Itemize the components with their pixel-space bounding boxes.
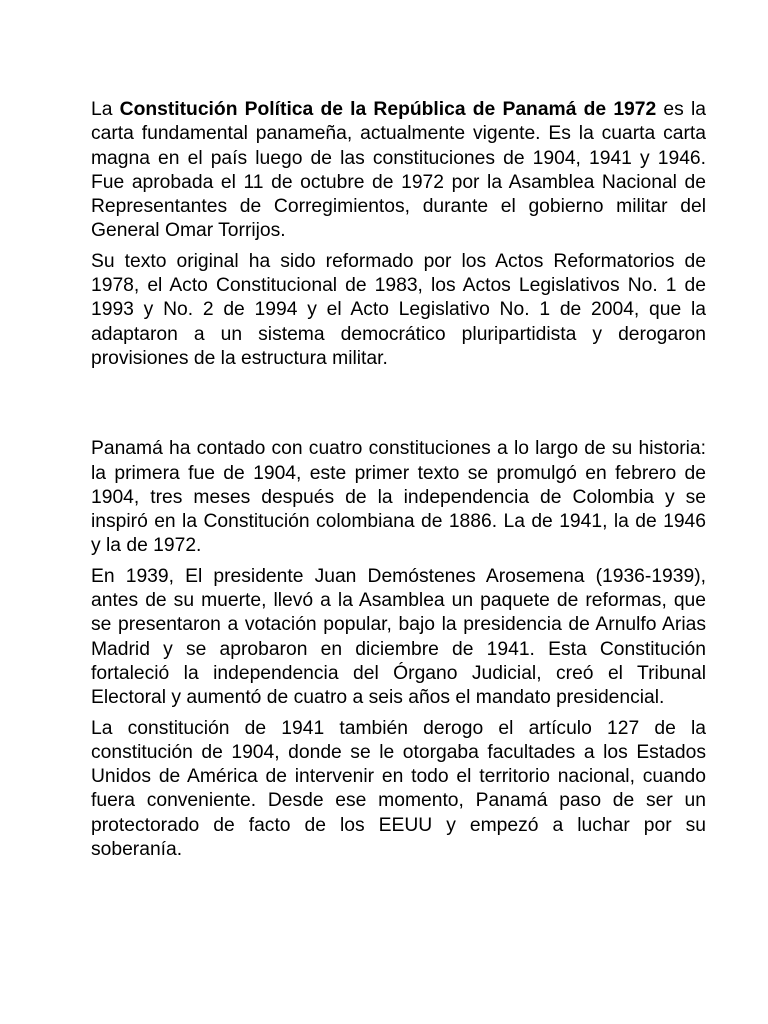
paragraph-intro [91,98,706,244]
intro-prefix: La [91,99,120,120]
constitution-title: Constitución Política de la República de Panamá de 1972 [119,99,657,120]
paragraph-1939: En 1939, El presidente Juan Demóstenes Arosemena (1936-1939), antes de su muerte, llevó a la Asamblea un paquete de reformas, que se presentaron a votación popular, bajo la presidencia de Arnulfo Arias Madrid y se aprobaron en diciembre de 1941. Esta Constitución fortaleció la independencia del Órgano Judicial, creó el Tribunal Electoral y aumentó de cuatro a seis años el mandato presidencial. [91,565,706,709]
document-body [91,98,706,868]
intro-text: es la carta fundamental panameña, actualmente vigente. Es la cuarta carta magna en el país luego de las constituciones de 1904, 1941 y 1946. Fue aprobada el 11 de octubre de 1972 por la Asamblea Nacional de Representantes de Corregimientos, durante el gobierno militar del General Omar Torrijos. [91,99,706,242]
paragraph-reforms: Su texto original ha sido reformado por los Actos Reformatorios de 1978, el Acto Constitucional de 1983, los Actos Legislativos No. 1 de 1993 y No. 2 de 1994 y el Acto Legislativo No. 1 de 2004, que la adaptaron a un sistema democrático pluripartidista y derogaron provisiones de la estructura militar. [91,250,706,369]
paragraph-history: Panamá ha contado con cuatro constituciones a lo largo de su historia: la primera fue de 1904, este primer texto se promulgó en febrero de 1904, tres meses después de la independencia de Colombia y se inspiró en la Constitución colombiana de 1886. La de 1941, la de 1946 y la de 1972. [91,438,706,557]
paragraph-1941: La constitución de 1941 también derogo el artículo 127 de la constitución de 1904, donde se le otorgaba facultades a los Estados Unidos de América de intervenir en todo el territorio nacional, cuando fuera conveniente. Desde ese momento, Panamá paso de ser un protectorado de facto de los EEUU y empezó a luchar por su soberanía. [91,717,706,861]
